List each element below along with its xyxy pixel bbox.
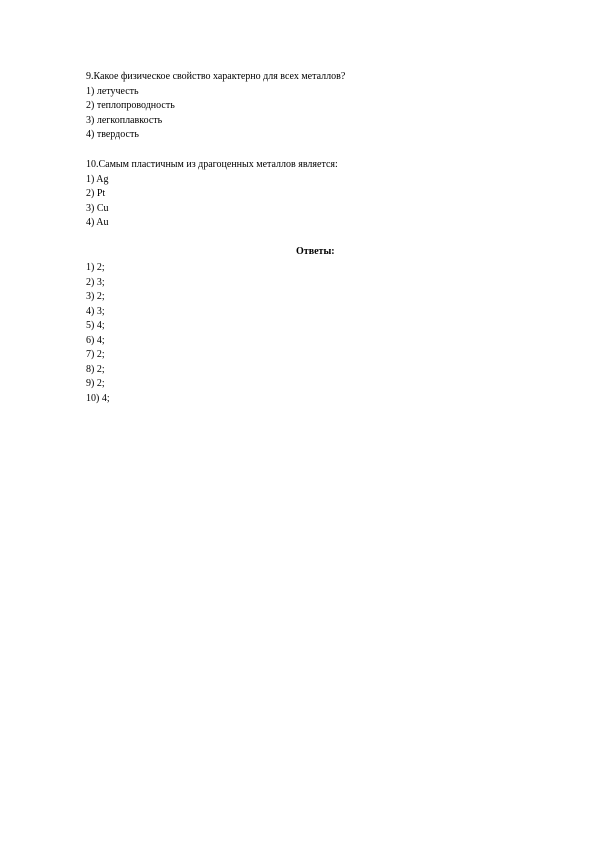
answer-option: 4) твердость <box>86 129 139 140</box>
answer-key-item: 7) 2; <box>86 349 105 360</box>
answer-key-item: 10) 4; <box>86 392 110 404</box>
answer-option: 4) Au <box>86 217 109 228</box>
question-9 <box>86 70 345 143</box>
answer-key-item: 5) 4; <box>86 320 105 331</box>
answer-key-item: 1) 2; <box>86 262 105 273</box>
question-10 <box>86 158 338 231</box>
answer-option: 2) теплопроводность <box>86 100 175 111</box>
answer-option: 3) Cu <box>86 202 109 214</box>
answer-key-item: 8) 2; <box>86 363 105 375</box>
answer-option: 2) Pt <box>86 188 106 199</box>
answers-list <box>86 261 110 406</box>
answer-key-item: 9) 2; <box>86 378 105 389</box>
answer-option: 3) легкоплавкость <box>86 114 163 126</box>
answer-key-item: 6) 4; <box>86 334 105 346</box>
answers-heading: Ответы: <box>296 246 335 257</box>
answer-key-item: 2) 3; <box>86 276 105 288</box>
answer-option: 1) Ag <box>86 173 109 185</box>
question-title: 9.Какое физическое свойство характерно для всех металлов? <box>86 71 346 82</box>
answer-option: 1) летучесть <box>86 85 139 97</box>
answer-key-item: 4) 3; <box>86 305 105 317</box>
answer-key-item: 3) 2; <box>86 291 105 302</box>
question-title: 10.Самым пластичным из драгоценных металлов является: <box>86 159 338 170</box>
